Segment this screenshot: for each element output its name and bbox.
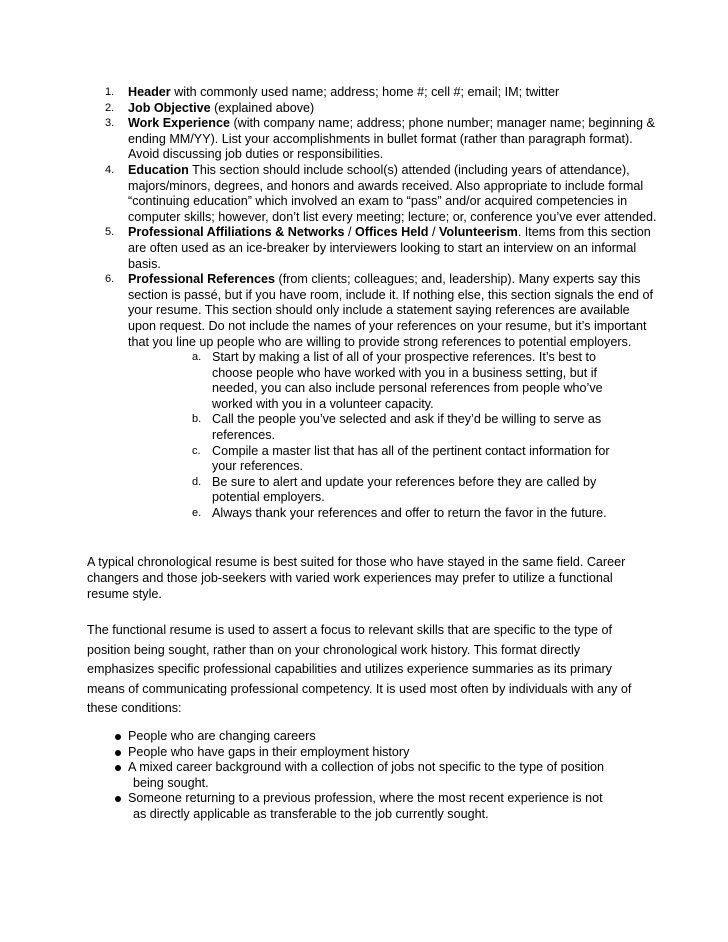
section-name: Education <box>128 162 189 177</box>
bullet-text: People who are changing careers <box>128 729 316 743</box>
references-steps-list <box>174 350 624 522</box>
list-number: 5. <box>105 226 115 239</box>
functional-resume-paragraph: The functional resume is used to assert a focus to relevant skills that are specific to the type of position being sought, rather than on your chronological work history. This format directly emphasizes specific professional capabilities and utilizes experience summaries as its primary means of communicating professional competency. It is used most often by individuals with any of these conditions: <box>87 623 632 715</box>
sub-list-text: Be sure to alert and update your references before they are called by potential employers. <box>212 474 597 505</box>
section-description: . Items from this section are often used as an ice-breaker by interviewers looking to start an interview on an informal basis. <box>128 225 651 271</box>
list-item-affiliations <box>88 225 658 272</box>
bullet-text: Someone returning to a previous profession, where the most recent experience is not <box>128 791 603 805</box>
separator: / <box>428 225 439 240</box>
section-name: Header <box>128 85 171 99</box>
section-description: (from clients; colleagues; and, leadership). Many experts say this section is passé, but if you have room, include it. If nothing else, this section signals the end of your resume. This section should only include a statement saying references are available upon request. Do not include the names of your references on your resume, but it’s important that you line up people who are willing to provide strong references to potential employers. <box>128 272 654 349</box>
sub-list-text: Call the people you’ve selected and ask if they’d be willing to serve as references. <box>212 412 602 443</box>
sub-list-item <box>174 506 624 522</box>
section-name: Work Experience <box>128 116 230 131</box>
chronological-resume-paragraph: A typical chronological resume is best suited for those who have stayed in the same field. Career changers and those job-seekers with varied work experiences may prefer to utilize a functional resume style. <box>87 555 626 601</box>
bullet-text-continued: being sought. <box>133 775 209 790</box>
list-item-job-objective <box>88 101 658 117</box>
sub-list-item <box>174 412 624 443</box>
section-description: with commonly used name; address; home #; cell #; email; IM; twitter <box>170 85 560 99</box>
section-name: Volunteerism <box>438 225 518 240</box>
list-number: 6. <box>105 273 115 286</box>
sub-list-text: Start by making a list of all of your prospective references. It’s best to choose people who have worked with you in a business setting, but if needed, you can also include personal references from people who’ve worked with you in a volunteer capacity. <box>212 350 603 411</box>
section-description: This section should include school(s) attended (including years of attendance), majors/minors, degrees, and honors and awards received. Also appropriate to include formal “continuing education” which involved an exam to “pass” and/or acquired competencies in computer skills; however, don’t list every meeting; lecture; or, conference you’ve ever attended. <box>128 162 657 224</box>
sub-list-letter: e. <box>192 507 202 520</box>
bullet-text: People who have gaps in their employment history <box>128 744 410 759</box>
section-name: Professional References <box>128 272 275 287</box>
list-item-work-experience <box>88 116 658 163</box>
separator: / <box>344 225 355 240</box>
sub-list-item <box>174 350 624 412</box>
list-number: 4. <box>105 163 115 176</box>
list-number: 1. <box>105 86 115 98</box>
conditions-bullet-list <box>112 729 642 822</box>
list-number: 3. <box>105 117 115 130</box>
section-name: Professional Affiliations & Networks <box>128 225 345 240</box>
bullet-text-continued: as directly applicable as transferable to the job currently sought. <box>133 806 489 821</box>
bullet-item <box>112 760 642 791</box>
sub-list-letter: c. <box>192 444 201 457</box>
sub-list-letter: b. <box>192 413 202 426</box>
list-item-education <box>88 163 658 225</box>
list-item-header <box>88 85 658 101</box>
sub-list-text: Always thank your references and offer to return the favor in the future. <box>212 506 607 521</box>
section-name: Job Objective <box>128 100 211 115</box>
bullet-text: A mixed career background with a collection of jobs not specific to the type of position <box>128 760 605 774</box>
sub-list-item <box>174 475 624 506</box>
sub-list-letter: d. <box>192 475 202 488</box>
resume-sections-list <box>88 85 658 522</box>
bullet-icon <box>115 750 121 756</box>
section-description: (with company name; address; phone number; manager name; beginning & ending MM/YY). List your accomplishments in bullet format (rather than paragraph format). Avoid discussing job duties or responsibilities. <box>128 116 655 162</box>
section-description: (explained above) <box>210 100 315 115</box>
sub-list-text: Compile a master list that has all of the pertinent contact information for your references. <box>212 443 610 474</box>
list-number: 2. <box>105 101 115 114</box>
bullet-icon <box>115 765 121 771</box>
section-name: Offices Held <box>354 225 429 240</box>
bullet-icon <box>115 796 121 802</box>
bullet-icon <box>115 734 121 740</box>
sub-list-item <box>174 444 624 475</box>
bullet-item <box>112 791 642 822</box>
bullet-item <box>112 745 642 761</box>
bullet-item <box>112 729 642 745</box>
list-item-references <box>88 272 658 522</box>
sub-list-letter: a. <box>192 351 202 364</box>
